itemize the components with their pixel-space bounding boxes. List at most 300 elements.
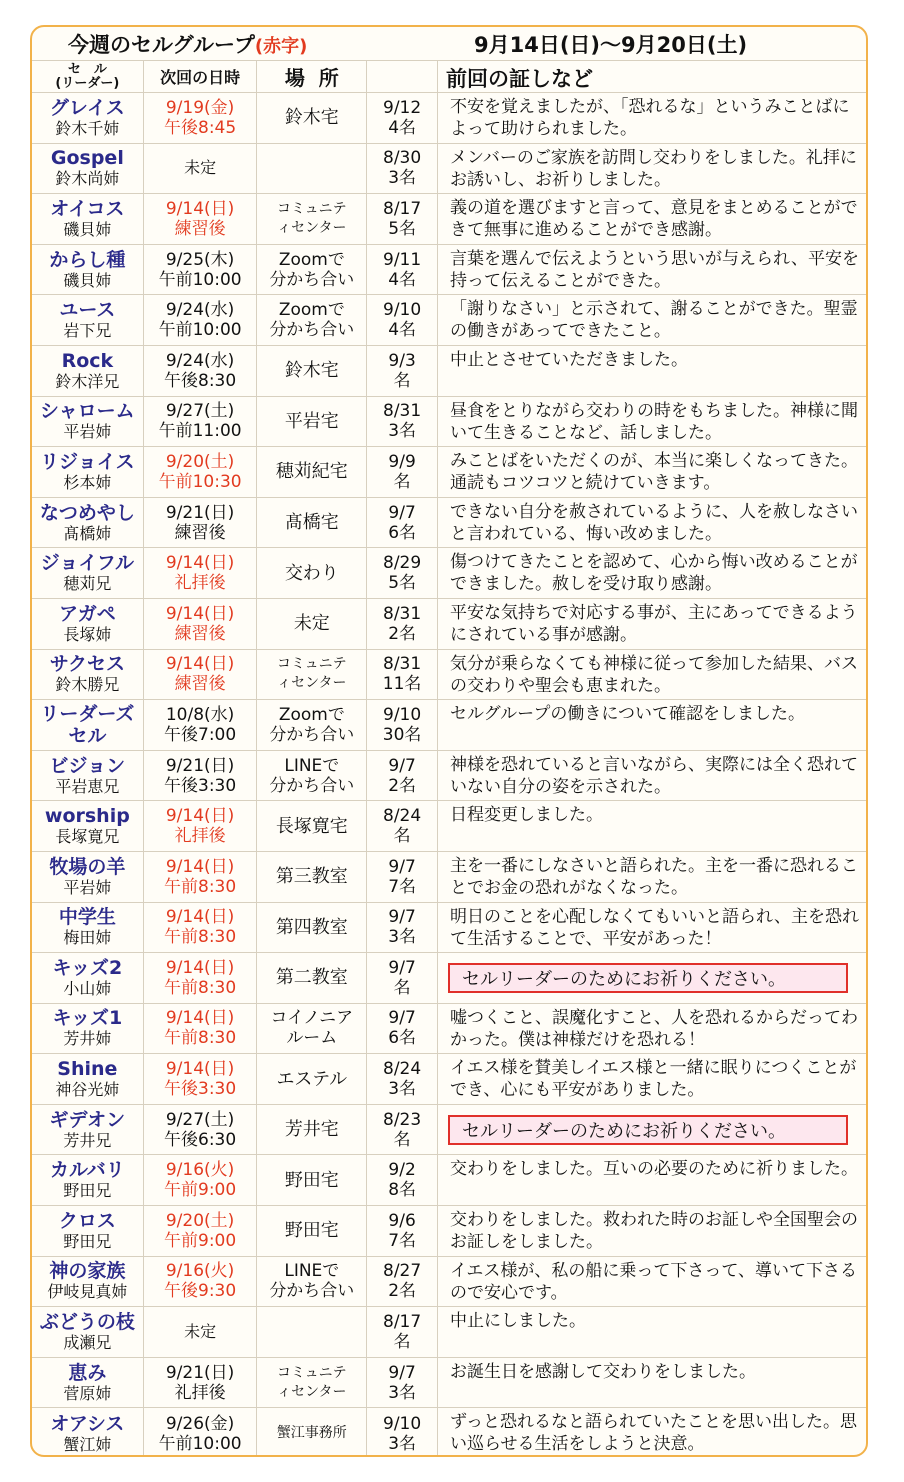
leader-name: 岩下兄 <box>63 321 112 341</box>
table-row <box>32 599 866 650</box>
next-time: 練習後 <box>174 218 226 239</box>
leader-name: 鈴木勝兄 <box>55 675 120 695</box>
place-cell <box>257 751 367 801</box>
group-name: ユース <box>59 299 116 322</box>
leader-cell <box>32 194 144 244</box>
leader-cell <box>32 346 144 396</box>
next-date-cell <box>144 751 258 801</box>
leader-name: 平岩姉 <box>63 422 112 442</box>
place-line1: エステル <box>276 1068 348 1090</box>
attendance-cell <box>367 801 438 851</box>
next-date: 9/14(日) <box>165 856 235 877</box>
place-line1: コミュニテ <box>276 656 347 673</box>
report-cell <box>438 650 866 700</box>
group-name: グレイス <box>49 96 125 119</box>
next-date: 9/19(金) <box>165 97 235 118</box>
leader-cell <box>32 1257 144 1307</box>
leader-cell <box>32 1054 144 1104</box>
leader-cell <box>32 144 144 194</box>
last-date: 9/7 <box>388 1362 416 1383</box>
group-name: 恵み <box>68 1361 107 1384</box>
attendance-cell <box>367 447 438 497</box>
next-time: 午後3:30 <box>164 775 237 796</box>
header-attendance <box>367 61 438 92</box>
place-line1: 髙橋宅 <box>284 512 339 534</box>
place-line1: 第三教室 <box>275 866 348 888</box>
place-line1: Zoomで <box>278 300 345 321</box>
place-cell <box>257 1257 367 1307</box>
next-date: 9/14(日) <box>165 603 235 624</box>
place-line2: ィセンター <box>277 675 347 692</box>
title-row <box>32 27 866 61</box>
next-date-cell <box>144 1257 258 1307</box>
leader-cell <box>32 852 144 902</box>
group-name: ジョイフル <box>40 552 135 575</box>
leader-name: 伊岐見真姉 <box>47 1282 128 1302</box>
table-row <box>32 498 866 549</box>
attendance-cell <box>367 650 438 700</box>
place-cell <box>257 498 367 548</box>
report-cell <box>438 903 866 953</box>
leader-cell <box>32 650 144 700</box>
report-text: 気分が乗らなくても神様に従って参加した結果、バスの交わりや聖会も恵まれた。 <box>450 653 859 696</box>
leader-name: 平岩姉 <box>63 877 112 897</box>
attendance-cell <box>367 194 438 244</box>
next-date-cell <box>144 548 258 598</box>
next-date-cell <box>144 599 258 649</box>
group-name: worship <box>44 805 130 828</box>
group-name: キッズ2 <box>52 956 123 979</box>
group-name: キッズ1 <box>52 1007 123 1030</box>
next-date-cell <box>144 801 258 851</box>
report-cell <box>438 498 866 548</box>
next-date-cell <box>144 498 258 548</box>
report-text: 言葉を選んで伝えようという思いが与えられ、平安を持って伝えることができた。 <box>450 248 860 291</box>
table-row <box>32 548 866 599</box>
attendance-count: 名 <box>393 1129 411 1150</box>
next-date: 9/16(火) <box>165 1261 235 1282</box>
table-row <box>32 1054 866 1105</box>
group-name: Gospel <box>50 147 124 170</box>
group-name: からし種 <box>49 248 126 271</box>
place-line1: 鈴木宅 <box>284 107 339 129</box>
place-line1: 未定 <box>293 613 330 635</box>
next-date-cell <box>144 1004 258 1054</box>
report-cell <box>438 700 866 750</box>
attendance-cell <box>367 498 438 548</box>
attendance-count: 11名 <box>382 674 422 695</box>
place-cell <box>257 548 367 598</box>
attendance-cell <box>367 144 438 194</box>
attendance-cell <box>367 548 438 598</box>
place-cell <box>257 245 367 295</box>
attendance-count: 3名 <box>388 927 417 948</box>
report-text: 明日のことを心配しなくてもいいと語られ、主を恐れて生活することで、平安があった！ <box>450 906 860 949</box>
attendance-cell <box>367 1307 438 1357</box>
report-text: メンバーのご家族を訪問し交わりをしました。礼拝にお誘いし、お祈りしました。 <box>450 147 857 190</box>
place-line2: 分かち合い <box>269 1281 355 1302</box>
leader-cell <box>32 801 144 851</box>
place-line2: 分かち合い <box>269 320 355 341</box>
place-line1: コミュニテ <box>276 1364 347 1381</box>
attendance-cell <box>367 852 438 902</box>
group-name: サクセス <box>49 653 125 676</box>
report-cell <box>438 1206 866 1256</box>
last-date: 9/7 <box>388 1008 416 1029</box>
next-date-cell <box>144 1307 258 1357</box>
attendance-cell <box>367 953 438 1003</box>
next-date: 9/21(日) <box>165 1362 235 1383</box>
next-time: 午前8:30 <box>164 927 237 948</box>
attendance-cell <box>367 1206 438 1256</box>
attendance-cell <box>367 1408 438 1457</box>
attendance-cell <box>367 245 438 295</box>
table-row <box>32 751 866 802</box>
next-date-cell <box>144 1155 258 1205</box>
next-date-cell <box>144 1105 258 1155</box>
report-cell <box>438 447 866 497</box>
report-cell <box>438 599 866 649</box>
leader-cell <box>32 1155 144 1205</box>
last-date: 9/7 <box>388 856 416 877</box>
table-row <box>32 447 866 498</box>
table-row <box>32 346 866 397</box>
attendance-cell <box>367 751 438 801</box>
table-row <box>32 953 866 1004</box>
attendance-count: 4名 <box>388 320 417 341</box>
place-line1: 野田宅 <box>284 1169 339 1191</box>
table-row <box>32 1004 866 1055</box>
place-line1: 第二教室 <box>275 967 348 989</box>
table-row <box>32 397 866 448</box>
report-text: イエス様を賛美しイエス様と一緒に眠りにつくことができ、心にも平安がありました。 <box>450 1058 857 1101</box>
place-cell <box>257 1004 367 1054</box>
last-date: 8/27 <box>383 1261 422 1282</box>
leader-cell <box>32 1105 144 1155</box>
last-date: 9/10 <box>383 704 422 725</box>
leader-cell <box>32 1206 144 1256</box>
leader-cell <box>32 295 144 345</box>
place-cell <box>257 1206 367 1256</box>
next-time: 午後3:30 <box>164 1079 237 1100</box>
next-date: 9/14(日) <box>165 957 235 978</box>
attendance-cell <box>367 1105 438 1155</box>
attendance-cell <box>367 903 438 953</box>
report-cell <box>438 953 866 1003</box>
next-date: 9/21(日) <box>165 755 235 776</box>
place-line1: 蟹江事務所 <box>276 1425 347 1442</box>
place-cell <box>257 700 367 750</box>
header-next: 次回の日時 <box>144 61 258 92</box>
next-time: 午前8:30 <box>164 977 237 998</box>
place-line1: 野田宅 <box>284 1220 339 1242</box>
place-cell <box>257 144 367 194</box>
attendance-count: 3名 <box>388 1079 417 1100</box>
place-cell <box>257 1307 367 1357</box>
next-date: 9/16(火) <box>165 1160 235 1181</box>
leader-cell <box>32 245 144 295</box>
next-date-cell <box>144 346 258 396</box>
place-cell <box>257 801 367 851</box>
place-cell <box>257 903 367 953</box>
leader-cell <box>32 599 144 649</box>
attendance-count: 名 <box>393 826 411 847</box>
leader-cell <box>32 1358 144 1408</box>
next-time: 礼拝後 <box>174 826 226 847</box>
place-cell <box>257 93 367 143</box>
last-date: 9/10 <box>383 300 422 321</box>
group-name: 中学生 <box>58 906 116 929</box>
leader-name: 鈴木洋兄 <box>55 371 120 391</box>
table-row <box>32 650 866 701</box>
place-cell <box>257 1408 367 1457</box>
next-date-cell <box>144 194 258 244</box>
attendance-cell <box>367 700 438 750</box>
leader-name: 成瀬兄 <box>63 1333 112 1353</box>
next-time: 午前10:00 <box>158 1433 242 1454</box>
leader-name: 長塚姉 <box>63 624 112 644</box>
report-text: 中止とさせていただきました。 <box>450 349 689 370</box>
title-text: 今週のセルグループ <box>68 32 255 57</box>
attendance-count: 2名 <box>388 775 417 796</box>
leader-name: 芳井姉 <box>63 1029 112 1049</box>
next-date: 9/27(土) <box>165 401 235 422</box>
report-text: 日程変更しました。 <box>450 805 604 826</box>
attendance-count: 4名 <box>388 269 417 290</box>
place-cell <box>257 1358 367 1408</box>
last-date: 9/6 <box>388 1210 416 1231</box>
next-time: 午前9:00 <box>164 1180 237 1201</box>
last-date: 9/3 <box>388 350 416 371</box>
leader-cell <box>32 498 144 548</box>
report-cell <box>438 1155 866 1205</box>
leader-name: 菅原姉 <box>63 1383 112 1403</box>
attendance-count: 5名 <box>388 218 417 239</box>
attendance-cell <box>367 346 438 396</box>
table-row <box>32 700 866 751</box>
place-line2: ィセンター <box>277 219 347 236</box>
place-cell <box>257 599 367 649</box>
attendance-count: 2名 <box>388 1281 417 1302</box>
place-cell <box>257 346 367 396</box>
place-cell <box>257 1054 367 1104</box>
last-date: 9/7 <box>388 502 416 523</box>
group-name: ビジョン <box>49 754 126 777</box>
next-time: 午前11:00 <box>158 421 242 442</box>
leader-cell <box>32 548 144 598</box>
leader-cell <box>32 953 144 1003</box>
group-name: リジョイス <box>40 450 135 473</box>
last-date: 9/7 <box>388 907 416 928</box>
last-date: 8/31 <box>383 401 422 422</box>
table-row <box>32 1105 866 1156</box>
attendance-count: 6名 <box>388 1028 417 1049</box>
report-text: 交わりをしました。互いの必要のために祈りました。 <box>450 1159 859 1180</box>
last-date: 9/9 <box>388 451 416 472</box>
leader-name: 磯貝姉 <box>63 219 112 239</box>
prayer-request-box: セルリーダーのためにお祈りください。 <box>448 1115 848 1145</box>
group-name: 神の家族 <box>49 1260 126 1283</box>
attendance-cell <box>367 295 438 345</box>
place-line1: 穂苅紀宅 <box>275 461 348 483</box>
report-text: 嘘つくこと、誤魔化すこと、人を恐れるからだってわかった。僕は神様だけを恐れる！ <box>450 1007 859 1050</box>
report-text: 「謝りなさい」と示されて、謝ることができた。聖霊の働きがあってできたこと。 <box>450 299 858 342</box>
report-cell <box>438 801 866 851</box>
leader-cell <box>32 447 144 497</box>
last-date: 8/17 <box>383 1312 422 1333</box>
table-row <box>32 1257 866 1308</box>
report-text: 神様を恐れていると言いながら、実際には全く恐れていない自分の姿を示された。 <box>450 754 859 797</box>
place-line1: 交わり <box>284 562 339 584</box>
place-line2: 分かち合い <box>269 724 355 745</box>
leader-name: 平岩恵兄 <box>55 776 120 796</box>
place-cell <box>257 194 367 244</box>
attendance-count: 3名 <box>388 421 417 442</box>
group-name: なつめやし <box>39 501 135 524</box>
group-name: 牧場の羊 <box>49 855 126 878</box>
table-row <box>32 903 866 954</box>
place-line1: 芳井宅 <box>284 1119 339 1141</box>
place-cell <box>257 447 367 497</box>
next-date-cell <box>144 397 258 447</box>
next-date-cell <box>144 852 258 902</box>
attendance-count: 6名 <box>388 522 417 543</box>
next-date: 9/20(土) <box>165 451 235 472</box>
place-line1: Zoomで <box>278 704 345 725</box>
header-leader-top: セ ル <box>67 61 107 77</box>
next-date: 9/14(日) <box>165 198 235 219</box>
leader-name: 野田兄 <box>63 1231 112 1251</box>
table-row <box>32 194 866 245</box>
report-cell <box>438 346 866 396</box>
report-cell <box>438 245 866 295</box>
place-line2: ィセンター <box>277 1383 347 1400</box>
leader-cell <box>32 1307 144 1357</box>
next-time: 午後6:30 <box>164 1129 237 1150</box>
table-header <box>32 61 866 93</box>
last-date: 9/12 <box>383 97 422 118</box>
table-row <box>32 801 866 852</box>
attendance-cell <box>367 1257 438 1307</box>
place-cell <box>257 852 367 902</box>
attendance-cell <box>367 599 438 649</box>
leader-cell <box>32 1004 144 1054</box>
report-cell <box>438 295 866 345</box>
report-text: お誕生日を感謝して交わりをしました。 <box>450 1361 757 1382</box>
next-time: 午後8:30 <box>164 370 237 391</box>
table-row <box>32 93 866 144</box>
next-date-cell <box>144 953 258 1003</box>
header-leader <box>32 61 144 92</box>
place-line2: ルーム <box>286 1028 338 1049</box>
place-cell <box>257 295 367 345</box>
place-cell <box>257 1105 367 1155</box>
leader-name: 杉本姉 <box>63 472 112 492</box>
prayer-request-box: セルリーダーのためにお祈りください。 <box>448 963 848 993</box>
leader-name: 野田兄 <box>63 1181 112 1201</box>
next-date: 9/24(水) <box>165 350 235 371</box>
group-name: Shine <box>57 1058 118 1081</box>
last-date: 9/11 <box>383 249 422 270</box>
attendance-count: 7名 <box>388 1230 417 1251</box>
last-date: 9/10 <box>383 1413 422 1434</box>
next-date-cell <box>144 903 258 953</box>
report-text: 昼食をとりながら交わりの時をもちました。神様に聞いて生きることなど、話しました。 <box>450 400 859 443</box>
place-line1: 第四教室 <box>275 916 348 938</box>
leader-name: 鈴木千姉 <box>55 118 120 138</box>
attendance-count: 名 <box>393 977 411 998</box>
attendance-count: 4名 <box>388 117 417 138</box>
report-text: 平安な気持ちで対応する事が、主にあってできるようにされている事が感謝。 <box>450 602 858 645</box>
report-text: ずっと恐れるなと語られていたことを思い出した。思い巡らせる生活をしようと決意。 <box>450 1412 857 1455</box>
leader-cell <box>32 700 144 750</box>
next-date: 9/25(木) <box>165 249 235 270</box>
table-row <box>32 1358 866 1409</box>
attendance-cell <box>367 1004 438 1054</box>
place-line2: 分かち合い <box>269 775 355 796</box>
report-text: イエス様が、私の船に乗って下さって、導いて下さるので安心です。 <box>450 1260 857 1303</box>
last-date: 8/31 <box>383 603 422 624</box>
report-cell <box>438 1358 866 1408</box>
leader-cell <box>32 903 144 953</box>
header-leader-bottom: (リーダー) <box>55 75 120 91</box>
next-time: 午前10:00 <box>158 269 242 290</box>
next-time: 練習後 <box>174 623 226 644</box>
place-cell <box>257 397 367 447</box>
next-date: 9/24(水) <box>165 300 235 321</box>
attendance-cell <box>367 397 438 447</box>
table-row <box>32 144 866 195</box>
last-date: 8/23 <box>383 1109 422 1130</box>
next-time: 午前8:30 <box>164 1028 237 1049</box>
next-time: 午前10:00 <box>158 320 242 341</box>
next-date-cell <box>144 1054 258 1104</box>
next-date: 9/26(金) <box>165 1413 235 1434</box>
next-date: 9/21(日) <box>165 502 235 523</box>
table-row <box>32 852 866 903</box>
next-time: 午前9:00 <box>164 1230 237 1251</box>
place-cell <box>257 650 367 700</box>
attendance-cell <box>367 1358 438 1408</box>
group-name: アガペ <box>58 602 116 625</box>
cell-group-schedule <box>30 25 868 1457</box>
report-cell <box>438 397 866 447</box>
group-name: Rock <box>61 349 114 372</box>
place-cell <box>257 953 367 1003</box>
attendance-count: 5名 <box>388 573 417 594</box>
next-date: 9/14(日) <box>165 1059 235 1080</box>
next-date-cell <box>144 1408 258 1457</box>
next-date-cell <box>144 144 258 194</box>
report-text: 交わりをしました。救われた時のお証しや全国聖会のお証しをしました。 <box>450 1210 859 1253</box>
attendance-cell <box>367 93 438 143</box>
last-date: 9/7 <box>388 755 416 776</box>
report-text: 傷つけてきたことを認めて、心から悔い改めることができました。赦しを受け取り感謝。 <box>450 552 858 595</box>
next-date-cell <box>144 650 258 700</box>
header-place: 場所 <box>257 61 367 92</box>
report-text: セルグループの働きについて確認をしました。 <box>450 704 805 725</box>
last-date: 8/17 <box>383 198 422 219</box>
report-cell <box>438 1257 866 1307</box>
place-line2: 分かち合い <box>269 269 355 290</box>
week-range: 9月14日(日)〜9月20日(土) <box>474 32 748 57</box>
group-name: カルバリ <box>50 1159 125 1182</box>
last-date: 8/24 <box>383 1059 422 1080</box>
next-time: 午前10:30 <box>158 471 242 492</box>
page-title <box>32 29 402 59</box>
leader-cell <box>32 751 144 801</box>
next-date: 9/20(土) <box>165 1210 235 1231</box>
